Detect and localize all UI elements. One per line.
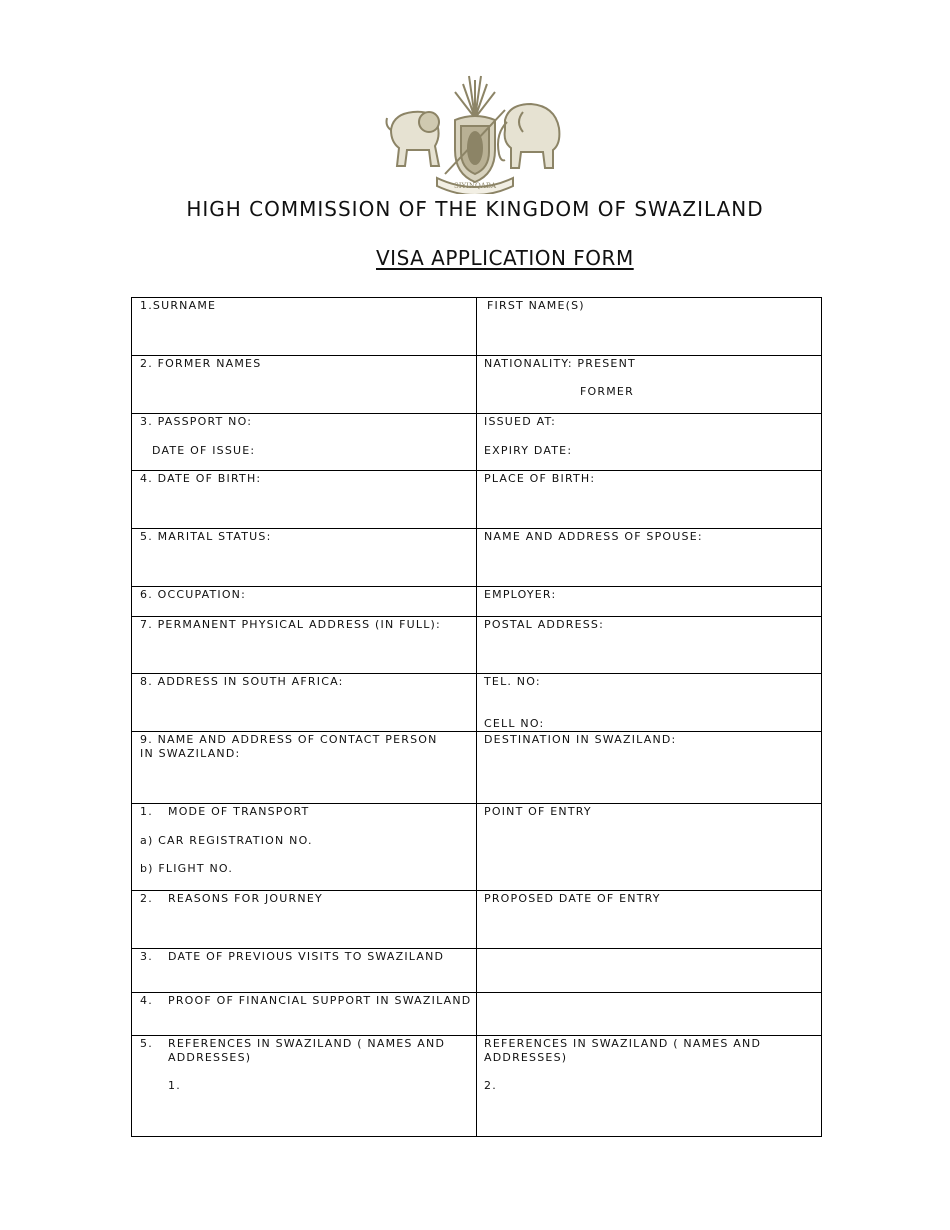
date-of-birth-label: 4. DATE OF BIRTH:: [140, 472, 262, 485]
form-row-financial: [132, 993, 822, 1036]
coat-of-arms-emblem: [383, 70, 567, 194]
occupation-field[interactable]: [132, 587, 477, 617]
form-row-birth: [132, 471, 822, 529]
place-of-birth-label: PLACE OF BIRTH:: [484, 472, 596, 485]
permanent-address-field[interactable]: [132, 617, 477, 674]
previous-visits-answer[interactable]: [477, 949, 822, 993]
contact-person-label: 9. NAME AND ADDRESS OF CONTACT PERSON IN SWAZILAND:: [140, 733, 438, 760]
destination-label: DESTINATION IN SWAZILAND:: [484, 733, 677, 746]
svg-text:SIYINQABA: SIYINQABA: [453, 182, 497, 190]
transport-field[interactable]: [132, 804, 477, 891]
reasons-field[interactable]: [132, 891, 477, 949]
proposed-entry-label: PROPOSED DATE OF ENTRY: [484, 892, 661, 905]
point-of-entry-field[interactable]: [477, 804, 822, 891]
form-row-address: [132, 617, 822, 674]
page-title: HIGH COMMISSION OF THE KINGDOM OF SWAZILAND: [186, 197, 764, 221]
marital-status-label: 5. MARITAL STATUS:: [140, 530, 272, 543]
reasons-number: 2.: [140, 892, 153, 905]
visa-application-table: [131, 297, 822, 1137]
postal-address-label: POSTAL ADDRESS:: [484, 618, 605, 631]
form-row-transport: [132, 804, 822, 891]
destination-field[interactable]: [477, 732, 822, 804]
tel-field[interactable]: [477, 674, 822, 732]
nationality-field[interactable]: [477, 356, 822, 414]
issued-at-field[interactable]: [477, 414, 822, 471]
references-left-label: REFERENCES IN SWAZILAND ( NAMES AND ADDRESSES): [168, 1037, 446, 1064]
nationality-former-label: FORMER: [580, 385, 634, 398]
references-number: 5.: [140, 1037, 153, 1050]
former-names-label: 2. FORMER NAMES: [140, 357, 262, 370]
address-south-africa-label: 8. ADDRESS IN SOUTH AFRICA:: [140, 675, 344, 688]
references-right-label: REFERENCES IN SWAZILAND ( NAMES AND ADDRESSES): [484, 1037, 762, 1064]
form-row-reasons: [132, 891, 822, 949]
form-row-references: [132, 1036, 822, 1137]
spouse-field[interactable]: [477, 529, 822, 587]
occupation-label: 6. OCCUPATION:: [140, 588, 247, 601]
car-registration-label: a) CAR REGISTRATION NO.: [140, 834, 313, 847]
employer-label: EMPLOYER:: [484, 588, 557, 601]
reference-1-field[interactable]: [132, 1036, 477, 1137]
financial-support-answer[interactable]: [477, 993, 822, 1036]
previous-visits-number: 3.: [140, 950, 153, 963]
transport-number: 1.: [140, 805, 153, 818]
postal-address-field[interactable]: [477, 617, 822, 674]
form-row-south-africa: [132, 674, 822, 732]
date-of-issue-label: DATE OF ISSUE:: [152, 444, 256, 457]
form-row-surname: [132, 298, 822, 356]
reference-2-number: 2.: [484, 1079, 497, 1092]
place-of-birth-field[interactable]: [477, 471, 822, 529]
mode-of-transport-label: MODE OF TRANSPORT: [168, 805, 310, 818]
form-row-marital: [132, 529, 822, 587]
nationality-present-label: NATIONALITY: PRESENT: [484, 357, 636, 370]
former-names-field[interactable]: [132, 356, 477, 414]
financial-support-label: PROOF OF FINANCIAL SUPPORT IN SWAZILAND: [168, 994, 472, 1007]
surname-field[interactable]: [132, 298, 477, 356]
tel-no-label: TEL. NO:: [484, 675, 541, 688]
flight-no-label: b) FLIGHT NO.: [140, 862, 234, 875]
financial-support-number: 4.: [140, 994, 153, 1007]
form-row-occupation: [132, 587, 822, 617]
address-south-africa-field[interactable]: [132, 674, 477, 732]
form-row-passport: [132, 414, 822, 471]
issued-at-label: ISSUED AT:: [484, 415, 557, 428]
passport-field[interactable]: [132, 414, 477, 471]
first-names-field[interactable]: [477, 298, 822, 356]
employer-field[interactable]: [477, 587, 822, 617]
form-title: VISA APPLICATION FORM: [376, 246, 634, 270]
surname-label: 1.SURNAME: [140, 299, 217, 312]
date-of-birth-field[interactable]: [132, 471, 477, 529]
permanent-address-label: 7. PERMANENT PHYSICAL ADDRESS (IN FULL):: [140, 618, 441, 631]
form-row-previous-visits: [132, 949, 822, 993]
cell-no-label: CELL NO:: [484, 717, 545, 730]
financial-support-field[interactable]: [132, 993, 477, 1036]
passport-no-label: 3. PASSPORT NO:: [140, 415, 253, 428]
reference-1-number: 1.: [168, 1079, 181, 1092]
proposed-entry-field[interactable]: [477, 891, 822, 949]
reference-2-field[interactable]: [477, 1036, 822, 1137]
form-row-former-names: [132, 356, 822, 414]
form-row-contact: [132, 732, 822, 804]
reasons-label: REASONS FOR JOURNEY: [168, 892, 323, 905]
previous-visits-field[interactable]: [132, 949, 477, 993]
marital-status-field[interactable]: [132, 529, 477, 587]
point-of-entry-label: POINT OF ENTRY: [484, 805, 592, 818]
first-names-label: FIRST NAME(S): [487, 299, 585, 312]
contact-person-field[interactable]: [132, 732, 477, 804]
spouse-label: NAME AND ADDRESS OF SPOUSE:: [484, 530, 703, 543]
expiry-date-label: EXPIRY DATE:: [484, 444, 573, 457]
previous-visits-label: DATE OF PREVIOUS VISITS TO SWAZILAND: [168, 950, 445, 963]
